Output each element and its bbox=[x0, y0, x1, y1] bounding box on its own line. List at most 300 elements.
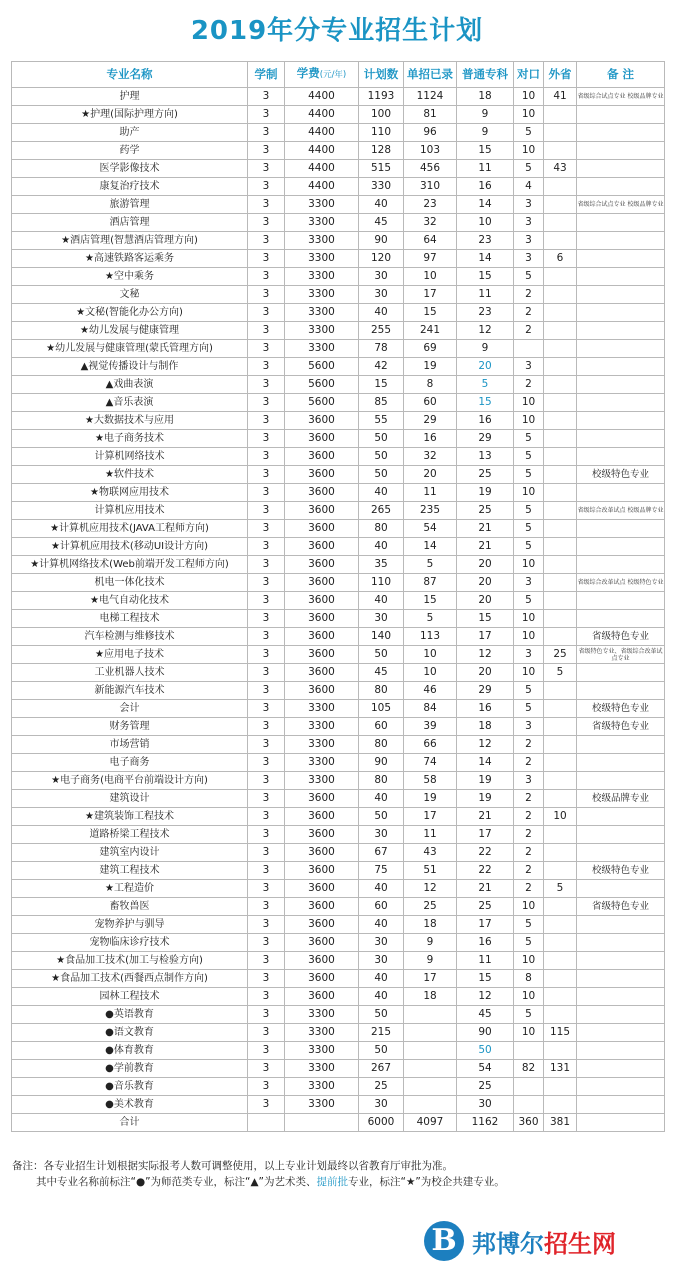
cell-plan-count: 45 bbox=[359, 214, 404, 232]
cell-vocational: 3 bbox=[514, 718, 544, 736]
cell-tuition: 3600 bbox=[285, 970, 359, 988]
cell-major-name: 药学 bbox=[12, 142, 248, 160]
cell-major-name: ★大数据技术与应用 bbox=[12, 412, 248, 430]
cell-out-of-province: 5 bbox=[544, 664, 577, 682]
cell-vocational bbox=[514, 1078, 544, 1096]
cell-major-name: ★物联网应用技术 bbox=[12, 484, 248, 502]
cell-notes bbox=[577, 1006, 665, 1024]
cell-regular-college: 23 bbox=[457, 232, 514, 250]
cell-plan-count: 42 bbox=[359, 358, 404, 376]
cell-major-name: ★幼儿发展与健康管理(蒙氏管理方向) bbox=[12, 340, 248, 358]
table-row bbox=[12, 826, 665, 844]
cell-duration: 3 bbox=[248, 250, 285, 268]
cell-single-admission: 18 bbox=[404, 916, 457, 934]
cell-plan-count: 25 bbox=[359, 1078, 404, 1096]
cell-vocational: 2 bbox=[514, 754, 544, 772]
logo-text: 邦博尔招生网 bbox=[472, 1229, 616, 1258]
cell-vocational: 2 bbox=[514, 286, 544, 304]
cell-duration: 3 bbox=[248, 232, 285, 250]
cell-tuition: 3600 bbox=[285, 484, 359, 502]
cell-out-of-province: 10 bbox=[544, 808, 577, 826]
cell-out-of-province bbox=[544, 970, 577, 988]
cell-major-name: 财务管理 bbox=[12, 718, 248, 736]
cell-regular-college: 16 bbox=[457, 412, 514, 430]
cell-duration: 3 bbox=[248, 808, 285, 826]
cell-tuition: 3300 bbox=[285, 340, 359, 358]
cell-duration: 3 bbox=[248, 916, 285, 934]
cell-notes: 省级特色专业 bbox=[577, 628, 665, 646]
cell-major-name: ★计算机应用技术(移动UI设计方向) bbox=[12, 538, 248, 556]
cell-tuition: 3600 bbox=[285, 862, 359, 880]
cell-vocational: 10 bbox=[514, 988, 544, 1006]
cell-vocational: 5 bbox=[514, 934, 544, 952]
cell-tuition: 3300 bbox=[285, 286, 359, 304]
cell-vocational: 10 bbox=[514, 556, 544, 574]
cell-regular-college: 18 bbox=[457, 88, 514, 106]
cell-plan-count: 50 bbox=[359, 808, 404, 826]
cell-notes bbox=[577, 664, 665, 682]
table-row bbox=[12, 718, 665, 736]
cell-regular-college: 12 bbox=[457, 736, 514, 754]
cell-regular-college: 11 bbox=[457, 286, 514, 304]
cell-notes bbox=[577, 250, 665, 268]
cell-plan-count: 80 bbox=[359, 682, 404, 700]
cell-out-of-province: 5 bbox=[544, 880, 577, 898]
table-row bbox=[12, 394, 665, 412]
cell-single-admission: 17 bbox=[404, 808, 457, 826]
table-row bbox=[12, 988, 665, 1006]
cell-notes bbox=[577, 448, 665, 466]
cell-vocational: 3 bbox=[514, 574, 544, 592]
cell-plan-count: 40 bbox=[359, 196, 404, 214]
cell-tuition: 3600 bbox=[285, 898, 359, 916]
cell-regular-college: 54 bbox=[457, 1060, 514, 1078]
cell-notes bbox=[577, 952, 665, 970]
site-logo bbox=[424, 1221, 616, 1261]
cell-regular-college: 9 bbox=[457, 124, 514, 142]
cell-regular-college: 20 bbox=[457, 358, 514, 376]
header-tuition: 学费(元/年) bbox=[285, 62, 359, 88]
cell-out-of-province bbox=[544, 736, 577, 754]
cell-regular-college: 25 bbox=[457, 502, 514, 520]
header-duration: 学制 bbox=[248, 62, 285, 88]
cell-single-admission: 32 bbox=[404, 214, 457, 232]
cell-notes bbox=[577, 160, 665, 178]
cell-vocational: 10 bbox=[514, 412, 544, 430]
cell-out-of-province bbox=[544, 772, 577, 790]
cell-single-admission: 12 bbox=[404, 880, 457, 898]
cell-tuition: 3600 bbox=[285, 988, 359, 1006]
cell-major-name: ★护理(国际护理方向) bbox=[12, 106, 248, 124]
header-out-of-province: 外省 bbox=[544, 62, 577, 88]
cell-out-of-province: 25 bbox=[544, 646, 577, 664]
cell-single-admission: 9 bbox=[404, 934, 457, 952]
cell-duration: 3 bbox=[248, 394, 285, 412]
cell-out-of-province bbox=[544, 394, 577, 412]
table-row bbox=[12, 916, 665, 934]
cell-out-of-province: 381 bbox=[544, 1114, 577, 1132]
cell-regular-college: 20 bbox=[457, 592, 514, 610]
table-row bbox=[12, 952, 665, 970]
cell-single-admission: 15 bbox=[404, 592, 457, 610]
cell-duration: 3 bbox=[248, 1096, 285, 1114]
cell-notes bbox=[577, 808, 665, 826]
cell-duration: 3 bbox=[248, 88, 285, 106]
cell-duration: 3 bbox=[248, 682, 285, 700]
cell-vocational: 4 bbox=[514, 178, 544, 196]
cell-out-of-province bbox=[544, 700, 577, 718]
cell-plan-count: 30 bbox=[359, 610, 404, 628]
cell-vocational: 5 bbox=[514, 520, 544, 538]
cell-single-admission: 32 bbox=[404, 448, 457, 466]
cell-regular-college: 20 bbox=[457, 574, 514, 592]
cell-major-name: 工业机器人技术 bbox=[12, 664, 248, 682]
cell-single-admission: 235 bbox=[404, 502, 457, 520]
cell-plan-count: 30 bbox=[359, 934, 404, 952]
table-row bbox=[12, 1042, 665, 1060]
cell-notes bbox=[577, 232, 665, 250]
cell-out-of-province bbox=[544, 1096, 577, 1114]
cell-single-admission: 54 bbox=[404, 520, 457, 538]
cell-out-of-province bbox=[544, 988, 577, 1006]
cell-regular-college: 15 bbox=[457, 142, 514, 160]
cell-tuition: 3600 bbox=[285, 556, 359, 574]
cell-regular-college: 15 bbox=[457, 610, 514, 628]
cell-vocational: 5 bbox=[514, 466, 544, 484]
cell-single-admission: 96 bbox=[404, 124, 457, 142]
cell-plan-count: 40 bbox=[359, 916, 404, 934]
cell-vocational: 10 bbox=[514, 628, 544, 646]
table-row bbox=[12, 142, 665, 160]
cell-single-admission: 456 bbox=[404, 160, 457, 178]
cell-plan-count: 80 bbox=[359, 736, 404, 754]
cell-vocational: 2 bbox=[514, 304, 544, 322]
cell-duration: 3 bbox=[248, 538, 285, 556]
header-plan-count: 计划数 bbox=[359, 62, 404, 88]
cell-notes bbox=[577, 1060, 665, 1078]
table-row bbox=[12, 898, 665, 916]
cell-regular-college: 16 bbox=[457, 178, 514, 196]
cell-regular-college: 29 bbox=[457, 682, 514, 700]
table-row bbox=[12, 610, 665, 628]
cell-notes bbox=[577, 286, 665, 304]
cell-notes bbox=[577, 142, 665, 160]
cell-duration: 3 bbox=[248, 124, 285, 142]
cell-notes bbox=[577, 826, 665, 844]
cell-major-name: ★计算机应用技术(JAVA工程师方向) bbox=[12, 520, 248, 538]
cell-notes bbox=[577, 430, 665, 448]
cell-out-of-province bbox=[544, 196, 577, 214]
table-row bbox=[12, 358, 665, 376]
cell-vocational: 10 bbox=[514, 898, 544, 916]
table-row bbox=[12, 340, 665, 358]
cell-major-name: 计算机应用技术 bbox=[12, 502, 248, 520]
table-row bbox=[12, 556, 665, 574]
table-row bbox=[12, 790, 665, 808]
cell-duration: 3 bbox=[248, 556, 285, 574]
cell-tuition: 3600 bbox=[285, 664, 359, 682]
cell-single-admission: 4097 bbox=[404, 1114, 457, 1132]
cell-out-of-province bbox=[544, 538, 577, 556]
cell-major-name: 文秘 bbox=[12, 286, 248, 304]
cell-major-name: ★电子商务技术 bbox=[12, 430, 248, 448]
cell-major-name: ★空中乘务 bbox=[12, 268, 248, 286]
logo-mark-icon: B bbox=[424, 1221, 464, 1261]
cell-regular-college: 16 bbox=[457, 934, 514, 952]
cell-notes bbox=[577, 970, 665, 988]
cell-out-of-province bbox=[544, 142, 577, 160]
cell-tuition: 3600 bbox=[285, 628, 359, 646]
cell-notes bbox=[577, 988, 665, 1006]
cell-out-of-province bbox=[544, 430, 577, 448]
cell-vocational: 10 bbox=[514, 484, 544, 502]
cell-major-name: ★应用电子技术 bbox=[12, 646, 248, 664]
cell-major-name: 畜牧兽医 bbox=[12, 898, 248, 916]
cell-tuition: 3300 bbox=[285, 718, 359, 736]
cell-plan-count: 80 bbox=[359, 520, 404, 538]
cell-major-name: 旅游管理 bbox=[12, 196, 248, 214]
cell-major-name: ★食品加工技术(西餐西点制作方向) bbox=[12, 970, 248, 988]
header-vocational: 对口 bbox=[514, 62, 544, 88]
cell-tuition: 3600 bbox=[285, 826, 359, 844]
cell-plan-count: 120 bbox=[359, 250, 404, 268]
cell-out-of-province bbox=[544, 952, 577, 970]
cell-vocational: 10 bbox=[514, 610, 544, 628]
cell-notes bbox=[577, 124, 665, 142]
cell-plan-count: 515 bbox=[359, 160, 404, 178]
cell-major-name: ▲戏曲表演 bbox=[12, 376, 248, 394]
cell-regular-college: 21 bbox=[457, 880, 514, 898]
cell-notes bbox=[577, 340, 665, 358]
cell-plan-count: 30 bbox=[359, 268, 404, 286]
cell-plan-count: 50 bbox=[359, 430, 404, 448]
cell-notes bbox=[577, 1096, 665, 1114]
cell-single-admission bbox=[404, 1096, 457, 1114]
cell-out-of-province bbox=[544, 214, 577, 232]
cell-plan-count: 40 bbox=[359, 880, 404, 898]
cell-regular-college: 29 bbox=[457, 430, 514, 448]
cell-out-of-province bbox=[544, 520, 577, 538]
cell-single-admission: 1124 bbox=[404, 88, 457, 106]
cell-vocational: 5 bbox=[514, 430, 544, 448]
table-row bbox=[12, 682, 665, 700]
cell-tuition: 3600 bbox=[285, 574, 359, 592]
cell-major-name: ★食品加工技术(加工与检验方向) bbox=[12, 952, 248, 970]
cell-notes bbox=[577, 916, 665, 934]
cell-tuition: 3300 bbox=[285, 214, 359, 232]
cell-duration: 3 bbox=[248, 646, 285, 664]
cell-vocational: 5 bbox=[514, 700, 544, 718]
cell-major-name: 道路桥梁工程技术 bbox=[12, 826, 248, 844]
cell-duration: 3 bbox=[248, 628, 285, 646]
cell-notes: 省级综合改革试点 校级特色专业 bbox=[577, 574, 665, 592]
cell-duration: 3 bbox=[248, 1042, 285, 1060]
cell-plan-count: 110 bbox=[359, 574, 404, 592]
cell-vocational: 2 bbox=[514, 736, 544, 754]
cell-single-admission: 5 bbox=[404, 556, 457, 574]
table-row bbox=[12, 808, 665, 826]
cell-out-of-province: 131 bbox=[544, 1060, 577, 1078]
cell-regular-college: 22 bbox=[457, 844, 514, 862]
cell-major-name: 建筑设计 bbox=[12, 790, 248, 808]
cell-major-name: 电子商务 bbox=[12, 754, 248, 772]
cell-plan-count: 140 bbox=[359, 628, 404, 646]
cell-plan-count: 50 bbox=[359, 1042, 404, 1060]
cell-tuition: 3300 bbox=[285, 250, 359, 268]
cell-major-name: 汽车检测与维修技术 bbox=[12, 628, 248, 646]
cell-duration: 3 bbox=[248, 268, 285, 286]
table-row bbox=[12, 664, 665, 682]
cell-single-admission: 97 bbox=[404, 250, 457, 268]
cell-single-admission: 84 bbox=[404, 700, 457, 718]
cell-out-of-province bbox=[544, 106, 577, 124]
cell-duration: 3 bbox=[248, 844, 285, 862]
cell-out-of-province bbox=[544, 934, 577, 952]
cell-notes: 校级特色专业 bbox=[577, 466, 665, 484]
cell-plan-count: 60 bbox=[359, 898, 404, 916]
cell-notes bbox=[577, 304, 665, 322]
cell-plan-count: 255 bbox=[359, 322, 404, 340]
cell-major-name: ★电子商务(电商平台前端设计方向) bbox=[12, 772, 248, 790]
cell-vocational: 5 bbox=[514, 592, 544, 610]
cell-vocational bbox=[514, 1042, 544, 1060]
cell-duration: 3 bbox=[248, 772, 285, 790]
table-row bbox=[12, 232, 665, 250]
cell-single-admission: 51 bbox=[404, 862, 457, 880]
cell-vocational: 5 bbox=[514, 124, 544, 142]
cell-vocational: 2 bbox=[514, 844, 544, 862]
cell-regular-college: 14 bbox=[457, 196, 514, 214]
cell-vocational: 10 bbox=[514, 664, 544, 682]
cell-single-admission: 10 bbox=[404, 664, 457, 682]
cell-plan-count: 45 bbox=[359, 664, 404, 682]
cell-notes bbox=[577, 412, 665, 430]
cell-plan-count: 6000 bbox=[359, 1114, 404, 1132]
cell-plan-count: 50 bbox=[359, 646, 404, 664]
cell-duration: 3 bbox=[248, 376, 285, 394]
cell-major-name: ★工程造价 bbox=[12, 880, 248, 898]
cell-vocational: 10 bbox=[514, 394, 544, 412]
cell-regular-college: 20 bbox=[457, 664, 514, 682]
cell-out-of-province bbox=[544, 376, 577, 394]
cell-duration bbox=[248, 1114, 285, 1132]
page-title: 2019年分专业招生计划 bbox=[190, 16, 484, 46]
cell-tuition: 3600 bbox=[285, 790, 359, 808]
table-row bbox=[12, 160, 665, 178]
cell-single-admission: 64 bbox=[404, 232, 457, 250]
cell-plan-count: 1193 bbox=[359, 88, 404, 106]
table-row bbox=[12, 430, 665, 448]
cell-tuition: 3600 bbox=[285, 430, 359, 448]
cell-tuition: 3300 bbox=[285, 1096, 359, 1114]
table-row bbox=[12, 178, 665, 196]
cell-duration: 3 bbox=[248, 610, 285, 628]
cell-notes bbox=[577, 484, 665, 502]
cell-notes bbox=[577, 268, 665, 286]
cell-single-admission bbox=[404, 1078, 457, 1096]
cell-out-of-province bbox=[544, 1078, 577, 1096]
cell-out-of-province bbox=[544, 340, 577, 358]
cell-tuition: 3600 bbox=[285, 808, 359, 826]
cell-out-of-province bbox=[544, 628, 577, 646]
cell-out-of-province bbox=[544, 862, 577, 880]
cell-notes bbox=[577, 934, 665, 952]
cell-regular-college: 90 bbox=[457, 1024, 514, 1042]
cell-single-admission: 25 bbox=[404, 898, 457, 916]
cell-single-admission: 69 bbox=[404, 340, 457, 358]
cell-notes bbox=[577, 178, 665, 196]
cell-notes bbox=[577, 394, 665, 412]
cell-out-of-province: 41 bbox=[544, 88, 577, 106]
cell-plan-count: 90 bbox=[359, 754, 404, 772]
cell-regular-college: 21 bbox=[457, 520, 514, 538]
cell-plan-count: 15 bbox=[359, 376, 404, 394]
cell-tuition: 3300 bbox=[285, 1042, 359, 1060]
cell-out-of-province bbox=[544, 844, 577, 862]
table-row bbox=[12, 628, 665, 646]
cell-plan-count: 330 bbox=[359, 178, 404, 196]
cell-plan-count: 50 bbox=[359, 1006, 404, 1024]
cell-vocational: 3 bbox=[514, 646, 544, 664]
cell-vocational: 3 bbox=[514, 196, 544, 214]
cell-out-of-province bbox=[544, 1006, 577, 1024]
cell-major-name: 市场营销 bbox=[12, 736, 248, 754]
cell-major-name: ★高速铁路客运乘务 bbox=[12, 250, 248, 268]
cell-out-of-province bbox=[544, 682, 577, 700]
cell-out-of-province bbox=[544, 286, 577, 304]
cell-vocational: 2 bbox=[514, 790, 544, 808]
cell-notes bbox=[577, 610, 665, 628]
cell-major-name: 机电一体化技术 bbox=[12, 574, 248, 592]
cell-notes bbox=[577, 376, 665, 394]
cell-tuition: 4400 bbox=[285, 124, 359, 142]
cell-regular-college: 5 bbox=[457, 376, 514, 394]
cell-vocational: 82 bbox=[514, 1060, 544, 1078]
cell-vocational: 5 bbox=[514, 1006, 544, 1024]
cell-plan-count: 30 bbox=[359, 826, 404, 844]
cell-regular-college: 14 bbox=[457, 250, 514, 268]
cell-regular-college: 30 bbox=[457, 1096, 514, 1114]
cell-notes bbox=[577, 736, 665, 754]
cell-major-name: ●美术教育 bbox=[12, 1096, 248, 1114]
cell-out-of-province: 115 bbox=[544, 1024, 577, 1042]
cell-notes bbox=[577, 520, 665, 538]
table-row bbox=[12, 934, 665, 952]
cell-regular-college: 18 bbox=[457, 718, 514, 736]
cell-tuition: 3300 bbox=[285, 268, 359, 286]
cell-major-name: ▲音乐表演 bbox=[12, 394, 248, 412]
cell-tuition: 3600 bbox=[285, 880, 359, 898]
cell-tuition bbox=[285, 1114, 359, 1132]
table-row bbox=[12, 304, 665, 322]
table-row bbox=[12, 880, 665, 898]
cell-regular-college: 25 bbox=[457, 466, 514, 484]
cell-plan-count: 60 bbox=[359, 718, 404, 736]
cell-regular-college: 21 bbox=[457, 538, 514, 556]
cell-plan-count: 50 bbox=[359, 448, 404, 466]
table-row bbox=[12, 700, 665, 718]
cell-plan-count: 78 bbox=[359, 340, 404, 358]
cell-regular-college: 12 bbox=[457, 322, 514, 340]
cell-duration: 3 bbox=[248, 430, 285, 448]
cell-single-admission: 8 bbox=[404, 376, 457, 394]
cell-out-of-province: 43 bbox=[544, 160, 577, 178]
cell-notes bbox=[577, 682, 665, 700]
header-regular-college: 普通专科 bbox=[457, 62, 514, 88]
cell-notes bbox=[577, 880, 665, 898]
cell-single-admission: 9 bbox=[404, 952, 457, 970]
cell-notes: 校级特色专业 bbox=[577, 862, 665, 880]
